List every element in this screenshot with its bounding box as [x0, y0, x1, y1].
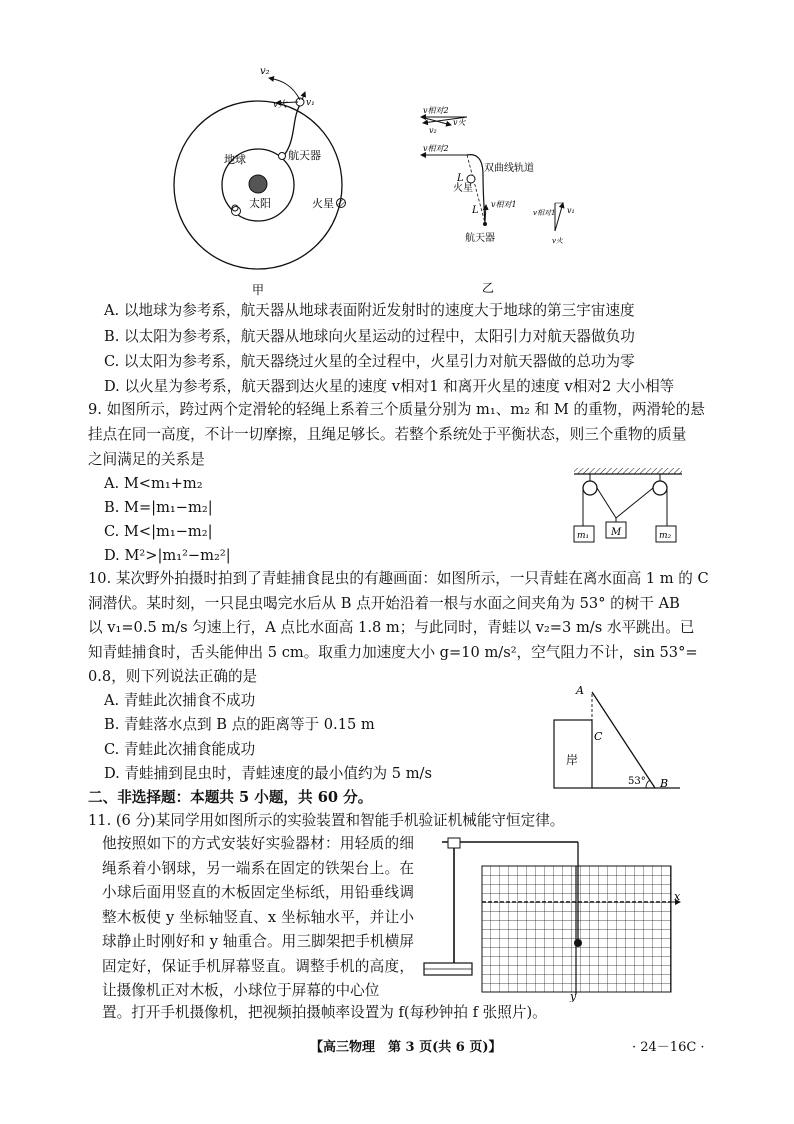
spacecraft-label-b: 航天器 [465, 233, 495, 244]
v1-label: v₁ [306, 98, 315, 108]
A-label: A [576, 684, 584, 697]
q8-option-b: B. 以太阳为参考系，航天器从地球向火星运动的过程中，太阳引力对航天器做负功 [104, 328, 635, 345]
hyperbola-figure [405, 95, 605, 295]
shore-label: 岸 [566, 753, 579, 767]
vmars-label-top: v火 [453, 118, 466, 127]
q8-option-c: C. 以太阳为参考系，航天器绕过火星的全过程中，火星引力对航天器做的总功为零 [104, 353, 635, 370]
q9-stem-2: 挂点在同一高度，不计一切摩擦，且绳足够长。若整个系统处于平衡状态，则三个重物的质量 [88, 426, 687, 443]
sun-icon [249, 175, 267, 193]
pulley-right [653, 481, 667, 495]
v1-arrow [302, 92, 305, 100]
vrel1-label: v相对1 [491, 200, 517, 209]
page-number: 【高三物理 第 3 页(共 6 页)】 [310, 1040, 502, 1055]
q10-stem-1: 10. 某次野外拍摄时拍到了青蛙捕食昆虫的有趣画面：如图所示，一只青蛙在离水面高 1 m 的 C [88, 570, 709, 587]
vrel1-arrow [485, 205, 486, 223]
caption-jia: 甲 [252, 283, 265, 297]
v2-label: v₂ [260, 66, 270, 77]
steel-ball [574, 939, 582, 947]
hyperbola-label: 双曲线轨道 [484, 163, 534, 174]
v1-label-small: v₁ [567, 206, 575, 215]
q9-option-c: C. M<|m₁−m₂| [104, 523, 213, 540]
mars-icon-b [467, 175, 475, 183]
q9-option-b: B. M=|m₁−m₂| [104, 499, 213, 516]
transfer-orbit [285, 105, 300, 154]
mars-label-b: 火星 [453, 183, 473, 194]
vrel2-label-top: v相对2 [423, 106, 449, 115]
earth-label: 地球 [224, 153, 246, 166]
B-label: B [660, 777, 669, 790]
M-label: M [611, 527, 622, 538]
spacecraft-dot [483, 222, 487, 226]
vmars-label: v火 [273, 100, 288, 110]
q10-option-a: A. 青蛙此次捕食不成功 [104, 692, 256, 709]
q10-stem-5: 0.8，则下列说法正确的是 [88, 668, 258, 685]
rope-left-M [597, 488, 616, 518]
q10-option-d: D. 青蛙捕到昆虫时，青蛙速度的最小值约为 5 m/s [104, 765, 432, 782]
vrel1-label-small: v相对1 [533, 209, 556, 217]
q11-stem-1: 11. (6 分)某同学用如图所示的实验装置和智能手机验证机械能守恒定律。 [88, 812, 565, 829]
stand-clamp [448, 838, 460, 848]
orbit-figure [168, 60, 358, 300]
angle-arc [646, 780, 650, 788]
q11-body: 他按照如下的方式安装好实验器材：用轻质的细绳系着小钢球，另一端系在固定的铁架台上。在小球后面用竖直的木板固定坐标纸，用铅垂线调整木板使 y 坐标轴竖直、x 坐标轴水平，并让小球静止时刚好和 y 轴重合。用三脚架把手机横屏固定好，保证手机屏幕竖直。调整手机的高度，让摄像机正对木板，小球位于屏幕的中心位 [102, 835, 414, 999]
m1-label: m₁ [577, 531, 590, 541]
spacecraft-label: 航天器 [288, 149, 321, 162]
y-label: y [570, 990, 577, 1002]
pulley-figure [568, 466, 688, 556]
vmars-label-small: v火 [552, 237, 563, 245]
q10-stem-3: 以 v₁=0.5 m/s 匀速上行，A 点比水面高 1.8 m；与此同时，青蛙以 v₂=3 m/s 水平跳出。已 [88, 619, 695, 636]
q9-option-d: D. M²>|m₁²−m₂²| [104, 547, 231, 564]
pulley-left [583, 481, 597, 495]
earth-icon [279, 153, 286, 160]
q10-option-c: C. 青蛙此次捕食能成功 [104, 741, 256, 758]
x-label: x [674, 890, 681, 903]
exam-code: · 24－16C · [632, 1040, 705, 1055]
q8-option-d: D. 以火星为参考系，航天器到达火星的速度 v相对1 和离开火星的速度 v相对2 大小相等 [104, 378, 675, 395]
q10-stem-2: 洞潜伏。某时刻，一只昆虫喝完水后从 B 点开始沿着一根与水面之间夹角为 53° 的树干 AB [88, 595, 680, 612]
v1-vector [555, 203, 563, 231]
section-2-heading: 二、非选择题：本题共 5 小题，共 60 分。 [88, 789, 373, 806]
sun-label: 太阳 [249, 197, 271, 210]
L-label-1: L [457, 173, 464, 184]
apparatus-figure [418, 830, 688, 1002]
C-label: C [594, 730, 603, 743]
vrel2-label: v相对2 [423, 144, 449, 153]
q8-option-a: A. 以地球为参考系，航天器从地球表面附近发射时的速度大于地球的第三宇宙速度 [104, 302, 635, 319]
frog-figure [550, 684, 690, 792]
angle-label: 53° [628, 776, 646, 787]
q9-stem-1: 9. 如图所示，跨过两个定滑轮的轻绳上系着三个质量分别为 m₁、m₂ 和 M 的重物，两滑轮的悬 [88, 401, 705, 418]
caption-yi: 乙 [482, 281, 495, 295]
v2-arrow [269, 78, 300, 100]
q10-option-b: B. 青蛙落水点到 B 点的距离等于 0.15 m [104, 716, 375, 733]
q10-stem-4: 知青蛙捕食时，舌头能伸出 5 cm。取重力加速度大小 g=10 m/s²，空气阻力不计，sin 53°= [88, 644, 698, 661]
L-label-2: L [472, 205, 479, 216]
q9-option-a: A. M<m₁+m₂ [104, 475, 203, 492]
mars-icon [337, 199, 346, 208]
mars-label: 火星 [312, 197, 334, 210]
q11-stem-last: 置。打开手机摄像机，把视频拍摄帧率设置为 f(每秒钟拍 f 张照片)。 [102, 1004, 547, 1021]
v2-label-top: v₂ [429, 126, 437, 135]
q9-stem-3: 之间满足的关系是 [88, 451, 205, 468]
rope-right-M [616, 488, 653, 518]
m2-label: m₂ [659, 531, 672, 541]
ceiling [574, 468, 682, 474]
